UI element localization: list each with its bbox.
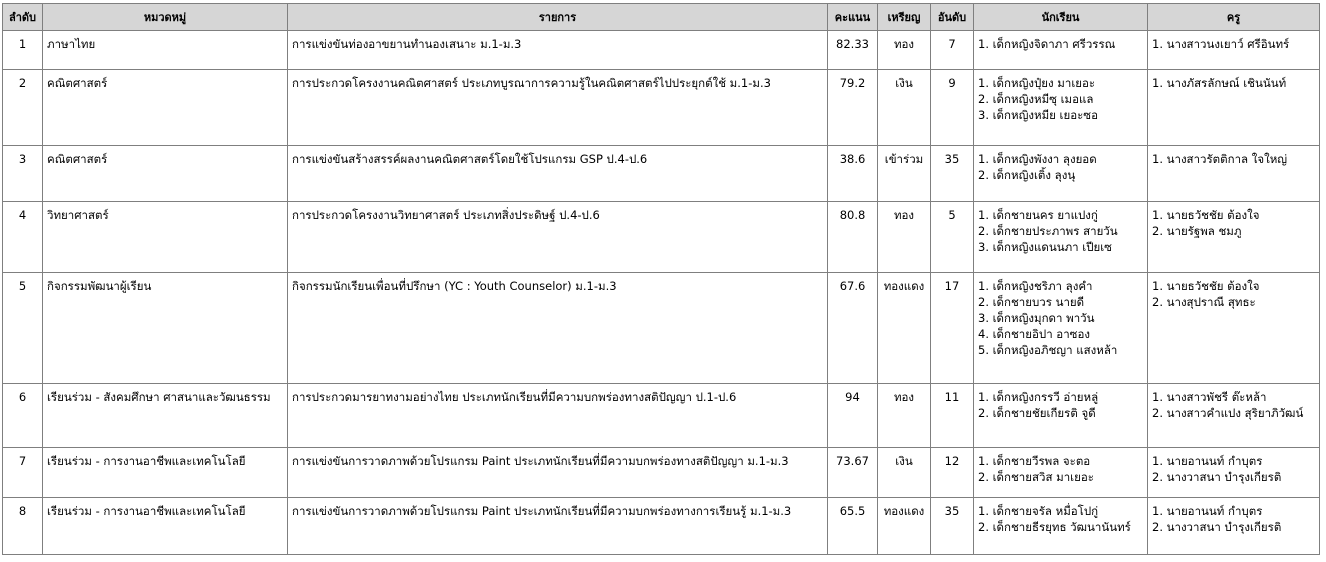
student-name: 1. เด็กหญิงพังงา ลุงยอด <box>978 152 1097 166</box>
teacher-name: 1. นายธวัชชัย ต้องใจ <box>1152 208 1260 222</box>
row-medal: เข้าร่วม <box>878 146 931 202</box>
table-row <box>3 146 1320 202</box>
header-medal: เหรียญ <box>878 4 931 31</box>
student-name: 2. เด็กชายประภาพร สายวัน <box>978 224 1118 238</box>
row-number: 6 <box>3 384 43 448</box>
row-number: 3 <box>3 146 43 202</box>
student-name: 1. เด็กหญิงจิดาภา ศรีวรรณ <box>978 37 1116 51</box>
row-item: การแข่งขันท่องอาขยานทำนองเสนาะ ม.1-ม.3 <box>288 31 828 70</box>
header-category: หมวดหมู่ <box>43 4 288 31</box>
row-rank: 11 <box>931 384 974 448</box>
row-category: เรียนร่วม - การงานอาชีพและเทคโนโลยี <box>43 448 288 498</box>
row-category: คณิตศาสตร์ <box>43 70 288 146</box>
row-number: 1 <box>3 31 43 70</box>
teacher-name: 2. นางสุปราณี สุทธะ <box>1152 295 1256 309</box>
row-score: 65.5 <box>828 498 878 555</box>
table-row <box>3 70 1320 146</box>
teacher-name: 1. นายธวัชชัย ต้องใจ <box>1152 279 1260 293</box>
teacher-name: 1. นางภัสรลักษณ์ เชินนันท์ <box>1152 76 1287 90</box>
teacher-name: 2. นางสาวคำแปง สุริยาภิวัฒน์ <box>1152 406 1304 420</box>
header-no: ลำดับ <box>3 4 43 31</box>
student-name: 3. เด็กหญิงหมีย เยอะซอ <box>978 108 1099 122</box>
header-score: คะแนน <box>828 4 878 31</box>
student-name: 1. เด็กหญิงกรรวี อ่ายหลู่ <box>978 390 1099 404</box>
table-row <box>3 31 1320 70</box>
row-students <box>974 70 1148 146</box>
row-item: การแข่งขันการวาดภาพด้วยโปรแกรม Paint ประเภทนักเรียนที่มีความบกพร่องทางการเรียนรู้ ม.1-ม.3 <box>288 498 828 555</box>
header-teachers: ครู <box>1148 4 1320 31</box>
teacher-name: 2. นางวาสนา บำรุงเกียรติ <box>1152 520 1282 534</box>
row-score: 80.8 <box>828 202 878 273</box>
row-students <box>974 146 1148 202</box>
row-rank: 7 <box>931 31 974 70</box>
row-number: 2 <box>3 70 43 146</box>
row-score: 73.67 <box>828 448 878 498</box>
header-rank: อันดับ <box>931 4 974 31</box>
table-row <box>3 498 1320 555</box>
header-students: นักเรียน <box>974 4 1148 31</box>
student-name: 1. เด็กหญิงชริภา ลุงคำ <box>978 279 1093 293</box>
row-number: 4 <box>3 202 43 273</box>
row-score: 38.6 <box>828 146 878 202</box>
row-teachers <box>1148 384 1320 448</box>
row-rank: 35 <box>931 498 974 555</box>
row-number: 5 <box>3 273 43 384</box>
student-name: 3. เด็กหญิงแดนนภา เปียเซ <box>978 240 1112 254</box>
student-name: 3. เด็กหญิงมุกดา พาวัน <box>978 311 1095 325</box>
row-rank: 5 <box>931 202 974 273</box>
row-medal: ทอง <box>878 202 931 273</box>
student-name: 2. เด็กหญิงเติ้ง ลุงนุ <box>978 168 1076 182</box>
row-category: คณิตศาสตร์ <box>43 146 288 202</box>
row-score: 82.33 <box>828 31 878 70</box>
row-rank: 12 <box>931 448 974 498</box>
row-teachers <box>1148 448 1320 498</box>
student-name: 1. เด็กชายนคร ยาแปงกู่ <box>978 208 1098 222</box>
row-students <box>974 498 1148 555</box>
row-number: 7 <box>3 448 43 498</box>
teacher-name: 2. นายรัฐพล ชมภู <box>1152 224 1242 238</box>
teacher-name: 1. นายอานนท์ กำบุตร <box>1152 454 1263 468</box>
row-teachers <box>1148 146 1320 202</box>
row-item: การประกวดโครงงานคณิตศาสตร์ ประเภทบูรณาการความรู้ในคณิตศาสตร์ไปประยุกต์ใช้ ม.1-ม.3 <box>288 70 828 146</box>
row-rank: 35 <box>931 146 974 202</box>
row-students <box>974 273 1148 384</box>
row-teachers <box>1148 273 1320 384</box>
table-row <box>3 273 1320 384</box>
results-table-container <box>2 3 1320 555</box>
row-category: เรียนร่วม - สังคมศึกษา ศาสนาและวัฒนธรรม <box>43 384 288 448</box>
row-medal: ทองแดง <box>878 273 931 384</box>
teacher-name: 2. นางวาสนา บำรุงเกียรติ <box>1152 470 1282 484</box>
student-name: 1. เด็กชายวีรพล จะตอ <box>978 454 1091 468</box>
row-score: 79.2 <box>828 70 878 146</box>
teacher-name: 1. นางสาวนงเยาว์ ศรีอินทร์ <box>1152 37 1290 51</box>
row-category: เรียนร่วม - การงานอาชีพและเทคโนโลยี <box>43 498 288 555</box>
row-medal: ทองแดง <box>878 498 931 555</box>
header-item: รายการ <box>288 4 828 31</box>
row-item: กิจกรรมนักเรียนเพื่อนที่ปรึกษา (YC : Youth Counselor) ม.1-ม.3 <box>288 273 828 384</box>
row-medal: ทอง <box>878 31 931 70</box>
row-medal: เงิน <box>878 448 931 498</box>
row-rank: 17 <box>931 273 974 384</box>
table-row <box>3 448 1320 498</box>
row-item: การประกวดโครงงานวิทยาศาสตร์ ประเภทสิ่งประดิษฐ์ ป.4-ป.6 <box>288 202 828 273</box>
row-number: 8 <box>3 498 43 555</box>
teacher-name: 1. นางสาวรัตติกาล ใจใหญ่ <box>1152 152 1288 166</box>
row-teachers <box>1148 31 1320 70</box>
student-name: 2. เด็กชายธีรยุทธ วัฒนานันทร์ <box>978 520 1131 534</box>
row-students <box>974 31 1148 70</box>
table-row <box>3 384 1320 448</box>
table-row <box>3 202 1320 273</box>
row-item: การแข่งขันสร้างสรรค์ผลงานคณิตศาสตร์โดยใช้โปรแกรม GSP ป.4-ป.6 <box>288 146 828 202</box>
student-name: 4. เด็กชายอิปา อาซอง <box>978 327 1091 341</box>
row-students <box>974 384 1148 448</box>
student-name: 2. เด็กชายสวิส มาเยอะ <box>978 470 1094 484</box>
student-name: 1. เด็กหญิงปุ๋ยง มาเยอะ <box>978 76 1096 90</box>
row-item: การประกวดมารยาทงามอย่างไทย ประเภทนักเรียนที่มีความบกพร่องทางสติปัญญา ป.1-ป.6 <box>288 384 828 448</box>
student-name: 2. เด็กชายบวร นายดี <box>978 295 1085 309</box>
row-medal: ทอง <box>878 384 931 448</box>
row-students <box>974 448 1148 498</box>
results-table <box>2 3 1320 555</box>
student-name: 2. เด็กชายชัยเกียรติ จูดี <box>978 406 1096 420</box>
row-category: ภาษาไทย <box>43 31 288 70</box>
student-name: 2. เด็กหญิงหมีซุ เมอแล <box>978 92 1094 106</box>
student-name: 5. เด็กหญิงอภิชญา แสงหล้า <box>978 343 1118 357</box>
row-category: กิจกรรมพัฒนาผู้เรียน <box>43 273 288 384</box>
student-name: 1. เด็กชายจรัล หมื่อโปกู่ <box>978 504 1099 518</box>
row-score: 94 <box>828 384 878 448</box>
row-teachers <box>1148 498 1320 555</box>
header-row <box>3 4 1320 31</box>
row-teachers <box>1148 202 1320 273</box>
row-students <box>974 202 1148 273</box>
row-score: 67.6 <box>828 273 878 384</box>
row-rank: 9 <box>931 70 974 146</box>
teacher-name: 1. นางสาวพัชรี ต๊ะหล้า <box>1152 390 1267 404</box>
row-teachers <box>1148 70 1320 146</box>
row-category: วิทยาศาสตร์ <box>43 202 288 273</box>
row-medal: เงิน <box>878 70 931 146</box>
row-item: การแข่งขันการวาดภาพด้วยโปรแกรม Paint ประเภทนักเรียนที่มีความบกพร่องทางสติปัญญา ม.1-ม.3 <box>288 448 828 498</box>
teacher-name: 1. นายอานนท์ กำบุตร <box>1152 504 1263 518</box>
